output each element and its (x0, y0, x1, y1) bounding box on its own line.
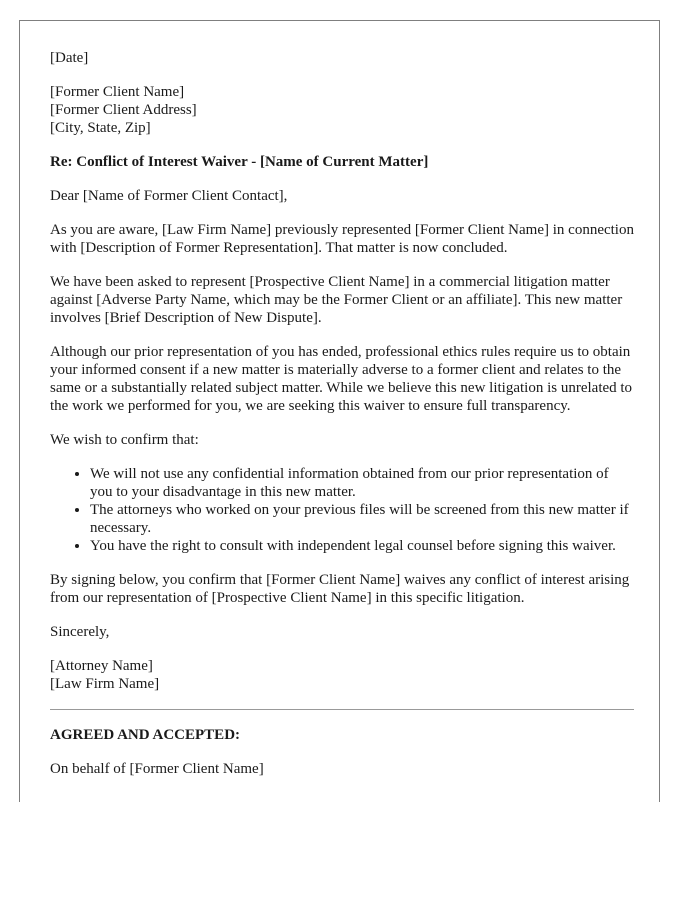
letter-page (19, 20, 660, 802)
paragraph-confirm-intro: We wish to confirm that: (50, 432, 199, 448)
list-item: • You have the right to consult with independent legal counsel before signing this waiver. (90, 537, 634, 555)
confirmation-list (50, 465, 634, 555)
letter-date: [Date] (50, 50, 89, 66)
list-item: • The attorneys who worked on your previous files will be screened from this new matter if necessary. (90, 501, 634, 537)
recipient-address: [Former Client Address] (50, 102, 197, 118)
paragraph-former-representation: As you are aware, [Law Firm Name] previously represented [Former Client Name] in connection with [Description of Former Representation]. That matter is now concluded. (50, 222, 634, 256)
attorney-name: [Attorney Name] (50, 658, 153, 674)
signature-block (50, 657, 634, 693)
on-behalf-line: On behalf of [Former Client Name] (50, 761, 264, 777)
salutation: Dear [Name of Former Client Contact], (50, 188, 288, 204)
section-divider (50, 709, 634, 710)
agreed-accepted-heading: AGREED AND ACCEPTED: (50, 727, 241, 743)
paragraph-ethics-rules: Although our prior representation of you has ended, professional ethics rules require us to obtain your informed consent if a new matter is materially adverse to a former client and relates to the same or a substantially related subject matter. While we believe this new litigation is unrelated to the work we performed for you, we are seeking this waiver to ensure full transparency. (50, 344, 633, 414)
letter-body (50, 49, 634, 794)
law-firm-name: [Law Firm Name] (50, 676, 160, 692)
paragraph-waiver-confirmation: By signing below, you confirm that [Former Client Name] waives any conflict of interest arising from our representation of [Prospective Client Name] in this specific litigation. (50, 572, 630, 606)
sign-off: Sincerely, (50, 624, 110, 640)
subject-line: Re: Conflict of Interest Waiver - [Name of Current Matter] (50, 154, 429, 170)
recipient-name: [Former Client Name] (50, 84, 185, 100)
recipient-city-state-zip: [City, State, Zip] (50, 120, 151, 136)
list-item: • We will not use any confidential information obtained from our prior representation of you to your disadvantage in this new matter. (90, 465, 634, 501)
paragraph-new-matter: We have been asked to represent [Prospective Client Name] in a commercial litigation matter against [Adverse Party Name, which may be the Former Client or an affiliate]. This new matter involves [Brief Description of New Dispute]. (50, 274, 623, 326)
recipient-block (50, 83, 634, 137)
